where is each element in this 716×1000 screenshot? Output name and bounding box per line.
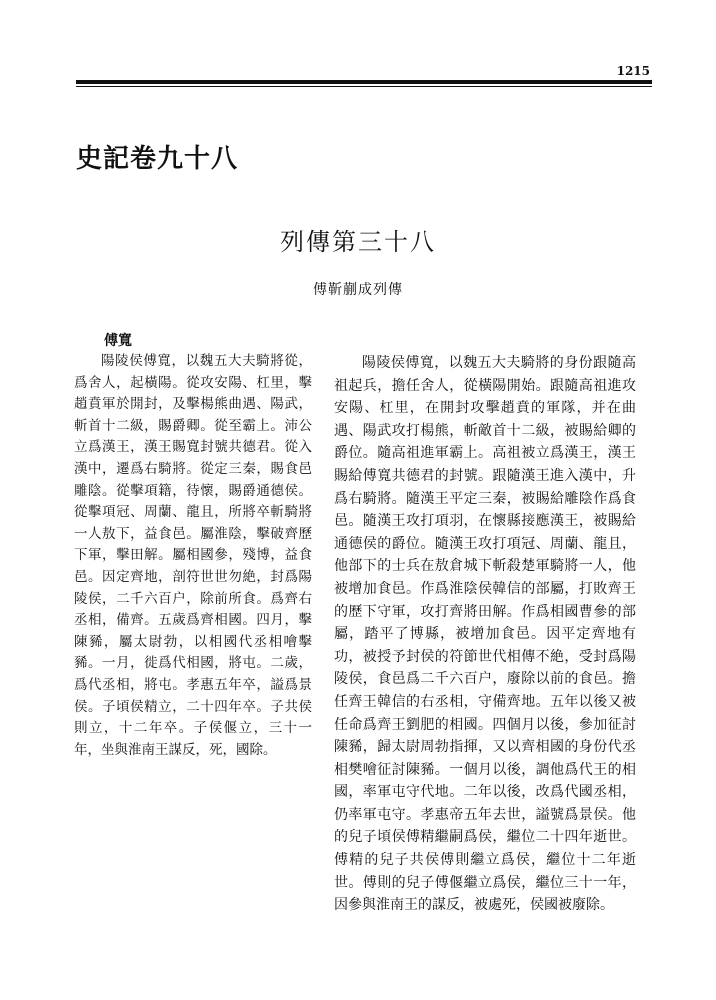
- page-number: 1215: [616, 64, 650, 78]
- book-title: 史記卷九十八: [76, 144, 239, 174]
- chapter-title: 列傳第三十八: [280, 228, 436, 256]
- chapter-subtitle: 傅靳蒯成列傳: [313, 282, 403, 298]
- translation-text-paragraph: 陽陵侯傅寬，以魏五大夫騎將的身份跟隨高祖起兵，擔任舍人，從橫陽開始。跟隨高祖進攻安陽、杠里，在開封攻擊趙賁的軍隊，并在曲遇、陽武攻打楊熊，斬敵首十二級，被賜給卿的爵位。隨高祖進軍霸上。高祖被立爲漢王，漢王賜給傅寬共德君的封號。跟隨漢王進入漢中，升爲右騎將。隨漢王平定三秦，被賜給雕陰作爲食邑。隨漢王攻打項羽，在懷縣接應漢王，被賜給通德侯的爵位。隨漢王攻打項冠、周蘭、龍且，他部下的士兵在敖倉城下斬殺楚軍騎將一人，他被增加食邑。作爲淮陰侯韓信的部屬，打敗齊王的歷下守軍，攻打齊將田解。作爲相國曹參的部屬，踏平了博縣，被增加食邑。因平定齊地有功，被授予封侯的符節世代相傳不絶，受封爲陽陵侯，食邑爲二千六百户，廢除以前的食邑。擔任齊王韓信的右丞相，守備齊地。五年以後又被任命爲齊王劉肥的相國。四個月以後，參加征討陳豨，歸太尉周勃指揮，又以齊相國的身份代丞相樊噲征討陳豨。一個月以後，調他爲代王的相國，率軍屯守代地。二年以後，改爲代國丞相，仍率軍屯守。孝惠帝五年去世，謚號爲景侯。他的兒子頃侯傅精繼嗣爲侯，繼位二十四年逝世。傅精的兒子共侯傅則繼立爲侯，繼位十二年逝世。傅則的兒子傅偃繼立爲侯，繼位三十一年，因參與淮南王的謀反，被處死，侯國被廢除。: [334, 355, 636, 914]
- header-rule-thick: [76, 80, 652, 84]
- header-rule-thin: [76, 86, 652, 87]
- section-heading: 傅寬: [104, 333, 132, 349]
- original-text-paragraph: 陽陵侯傅寬，以魏五大夫騎將從，爲舍人，起橫陽。從攻安陽、杠里，擊趙賁軍於開封，及擊楊熊曲遇、陽武，斬首十二級，賜爵卿。從至霸上。沛公立爲漢王，漢王賜寬封號共德君。從入漢中，遷爲右騎將。從定三秦，賜食邑雕陰。從擊項籍，待懷，賜爵通德侯。從擊項冠、周蘭、龍且，所將卒斬騎將一人敖下，益食邑。屬淮陰，擊破齊歷下軍，擊田解。屬相國參，殘博，益食邑。因定齊地，剖符世世勿絶，封爲陽陵侯，二千六百户，除前所食。爲齊右丞相，備齊。五歲爲齊相國。四月，擊陳豨，屬太尉勃，以相國代丞相噲擊豨。一月，徙爲代相國，將屯。二歲，爲代丞相，將屯。孝惠五年卒，謚爲景侯。子頃侯精立，二十四年卒。子共侯則立，十二年卒。子侯偃立，三十一年，坐與淮南王謀反，死，國除。: [74, 353, 312, 758]
- original-text-column: [74, 351, 312, 761]
- translation-text-column: [334, 352, 636, 917]
